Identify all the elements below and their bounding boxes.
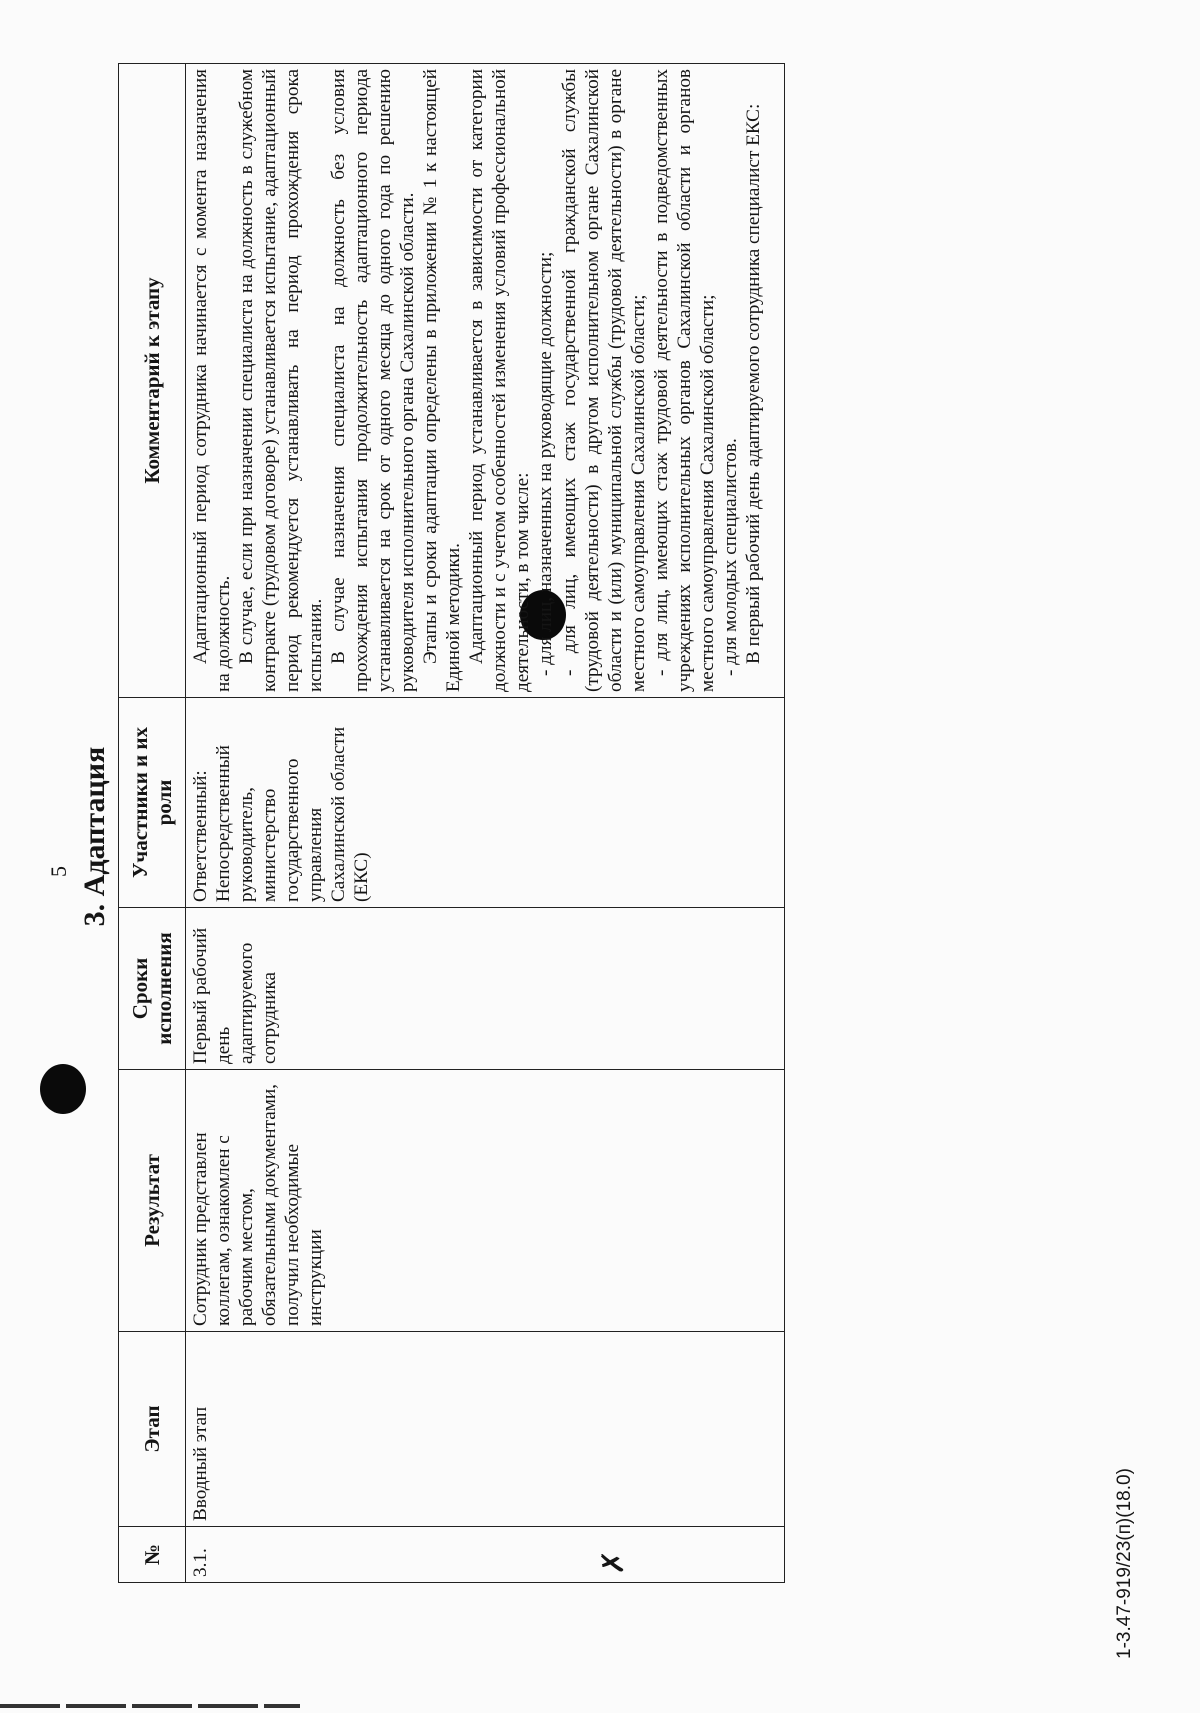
table-header-row bbox=[119, 64, 186, 1583]
comment-paragraph: Адаптационный период устанавливается в зависимости от категории должности и с учетом особенностей изменения условий профессиональной деятельности, в том числе: bbox=[466, 69, 534, 692]
header-stage: Этап bbox=[119, 1332, 186, 1527]
comment-paragraph: Этапы и сроки адаптации определены в приложении № 1 к настоящей Единой методики. bbox=[420, 69, 465, 692]
comment-paragraph: В первый рабочий день адаптируемого сотрудника специалист ЕКС: bbox=[742, 103, 764, 664]
header-result: Результат bbox=[119, 1070, 186, 1332]
header-participants: Участники и их роли bbox=[119, 698, 186, 908]
cell-stage: Вводный этап bbox=[186, 1332, 785, 1527]
comment-paragraph: В случае, если при назначении специалиста на должность в служебном контракте (трудовом договоре) устанавливается испытание, адаптационный период рекомендуется устанавливать на период прохождения срока испытания. bbox=[236, 69, 327, 692]
section-title: 3. Адаптация bbox=[78, 746, 111, 927]
cell-participants: Ответственный: Непосредственный руководитель, министерство государственного управления Сахалинской области (ЕКС) bbox=[186, 698, 785, 908]
comment-list-item: - для лиц, имеющих стаж трудовой деятельности в подведомственных учреждениях исполнительных органов Сахалинской области и органов местного самоуправления Сахалинской области; bbox=[650, 69, 718, 692]
scan-edge-rule bbox=[0, 1704, 300, 1708]
cell-term: Первый рабочий день адаптируемого сотрудника bbox=[186, 908, 785, 1070]
table-row bbox=[186, 64, 785, 1583]
comment-list-item: - для лиц, имеющих стаж государственной гражданской службы (трудовой деятельности) в другом исполнительном органе Сахалинской области и (или) муниципальной службы (трудовой деятельности) в органе местного самоуправления Сахалинской области; bbox=[558, 69, 649, 692]
cell-result: Сотрудник представлен коллегам, ознакомлен с рабочим местом, обязательными документами, получил необходимые инструкции bbox=[186, 1070, 785, 1332]
header-term: Сроки исполнения bbox=[119, 908, 186, 1070]
document-code: 1-3.47-919/23(п)(18.0) bbox=[1114, 1468, 1135, 1659]
header-comment: Комментарий к этапу bbox=[119, 64, 186, 698]
cell-num: 3.1. bbox=[186, 1527, 785, 1583]
comment-list-item: - для лиц, назначенных на руководящие должности; bbox=[535, 251, 557, 676]
comment-paragraph: Адаптационный период сотрудника начинается с момента назначения на должность. bbox=[190, 69, 235, 692]
adaptation-table bbox=[118, 63, 785, 1583]
comment-paragraph: В случае назначения специалиста на должность без условия прохождения испытания продолжительность адаптационного периода устанавливается на срок от одного месяца до одного года по решению руководителя исполнительного органа Сахалинской области. bbox=[328, 69, 419, 692]
header-num: № bbox=[119, 1527, 186, 1583]
comment-list-item: - для молодых специалистов. bbox=[719, 438, 741, 676]
page-number: 5 bbox=[46, 866, 71, 877]
cell-comment bbox=[186, 64, 785, 698]
signature-mark: ✗ bbox=[597, 1549, 630, 1575]
